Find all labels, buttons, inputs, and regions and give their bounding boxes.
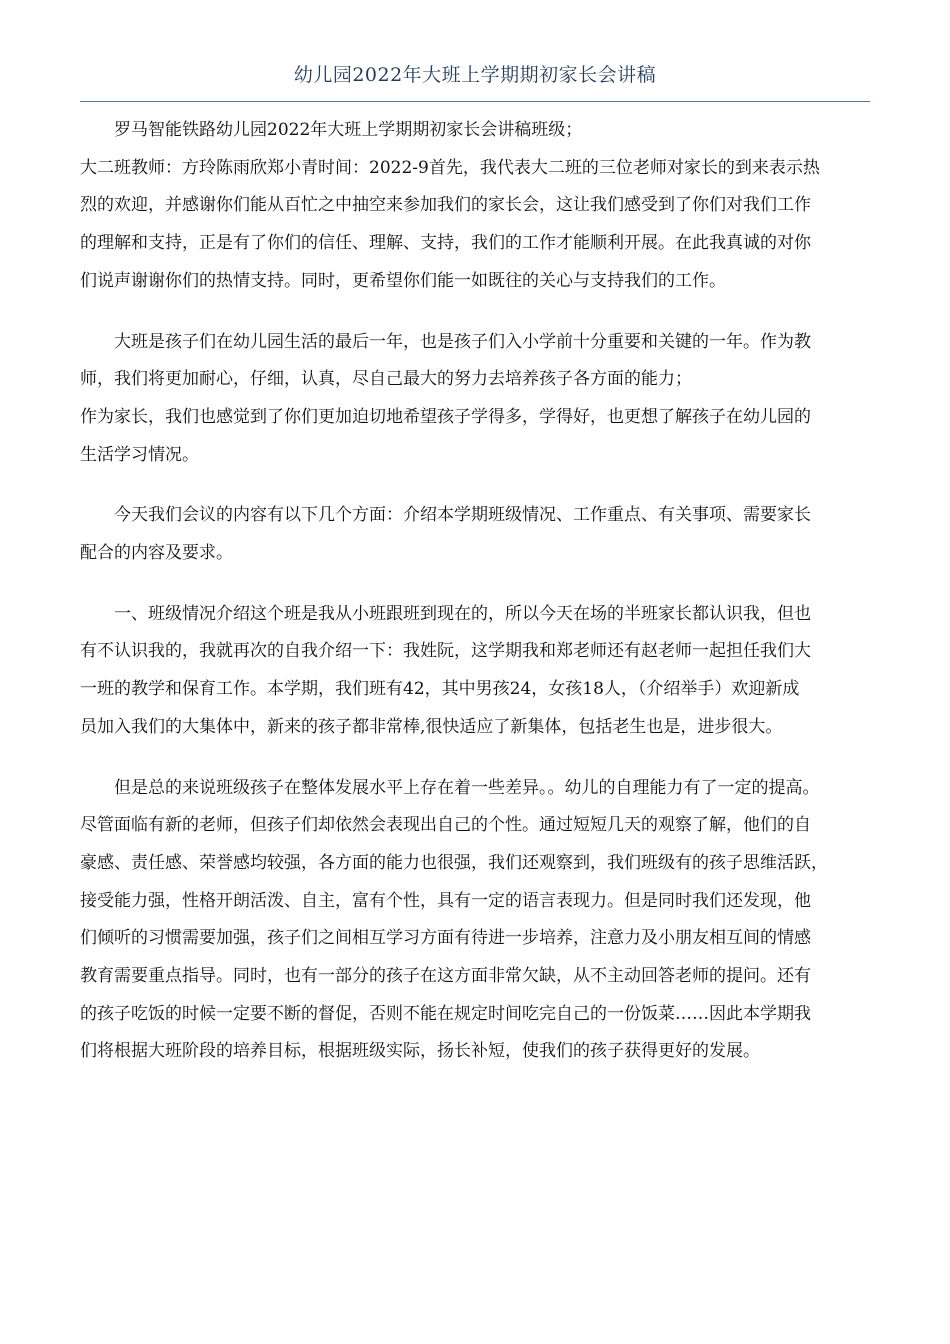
text-line: 接受能力强，性格开朗活泼、自主，富有个性，具有一定的语言表现力。但是同时我们还发现，他 [80,890,811,911]
text-line: 罗马智能铁路幼儿园2022年大班上学期期初家长会讲稿班级； [114,120,583,140]
text-line: 的理解和支持，正是有了你们的信任、理解、支持，我们的工作才能顺利开展。在此我真诚的对你 [80,233,811,254]
text-line: 作为家长，我们也感觉到了你们更加迫切地希望孩子学得多，学得好，也更想了解孩子在幼儿园的 [80,406,811,427]
text-line: 大班是孩子们在幼儿园生活的最后一年，也是孩子们入小学前十分重要和关键的一年。作为教 [114,331,811,352]
text-line: 烈的欢迎，并感谢你们能从百忙之中抽空来参加我们的家长会，这让我们感受到了你们对我们工作 [80,195,811,216]
paragraph-teachers-welcome [80,150,870,301]
paragraph-senior-class-year [80,324,870,399]
paragraph-school-class [80,112,870,150]
text-line: 们说声谢谢你们的热情支持。同时，更希望你们能一如既往的关心与支持我们的工作。 [80,270,726,291]
text-line: 的孩子吃饭的时候一定要不断的督促，否则不能在规定时间吃完自己的一份饭菜……因此本学期我 [80,1003,811,1024]
text-line: 有不认识我的，我就再次的自我介绍一下：我姓阮，这学期我和郑老师还有赵老师一起担任我们大 [80,641,811,662]
text-line: 一班的教学和保育工作。本学期，我们班有42，其中男孩24，女孩18人，（介绍举手）欢迎新成 [80,679,800,700]
text-line: 一、班级情况介绍这个班是我从小班跟班到现在的，所以今天在场的半班家长都认识我，但也 [114,603,811,624]
paragraph-class-introduction [80,596,870,747]
text-line: 们倾听的习惯需要加强，孩子们之间相互学习方面有待进一步培养，注意力及小朋友相互间的情感 [80,928,811,949]
header-divider [80,101,870,102]
text-line: 配合的内容及要求。 [80,543,233,564]
paragraph-meeting-agenda [80,497,870,572]
text-line: 豪感、责任感、荣誉感均较强，各方面的能力也很强，我们还观察到，我们班级有的孩子思维活跃， [80,852,828,873]
text-line: 尽管面临有新的老师，但孩子们却依然会表现出自己的个性。通过短短几天的观察了解，他们的自 [80,815,811,836]
text-line: 师，我们将更加耐心，仔细，认真，尽自己最大的努力去培养孩子各方面的能力； [80,369,692,390]
paragraph-parents-expectation [80,399,870,474]
text-line: 员加入我们的大集体中，新来的孩子都非常棒,很快适应了新集体，包括老生也是，进步很大。 [80,716,783,737]
text-line: 们将根据大班阶段的培养目标，根据班级实际，扬长补短，使我们的孩子获得更好的发展。 [80,1041,760,1062]
paragraph-development-differences [80,770,870,1072]
page-header-title: 幼儿园2022年大班上学期期初家长会讲稿 [293,64,657,86]
text-line: 但是总的来说班级孩子在整体发展水平上存在着一些差异。。幼儿的自理能力有了一定的提高。 [114,777,820,798]
document-body [80,112,870,1071]
text-line: 教育需要重点指导。同时，也有一部分的孩子在这方面非常欠缺，从不主动回答老师的提问。还有 [80,966,811,987]
text-line: 今天我们会议的内容有以下几个方面：介绍本学期班级情况、工作重点、有关事项、需要家长 [114,505,811,526]
text-line: 大二班教师：方玲陈雨欣郑小青时间：2022-9首先，我代表大二班的三位老师对家长的到来表示热 [80,157,820,178]
text-line: 生活学习情况。 [80,444,199,465]
